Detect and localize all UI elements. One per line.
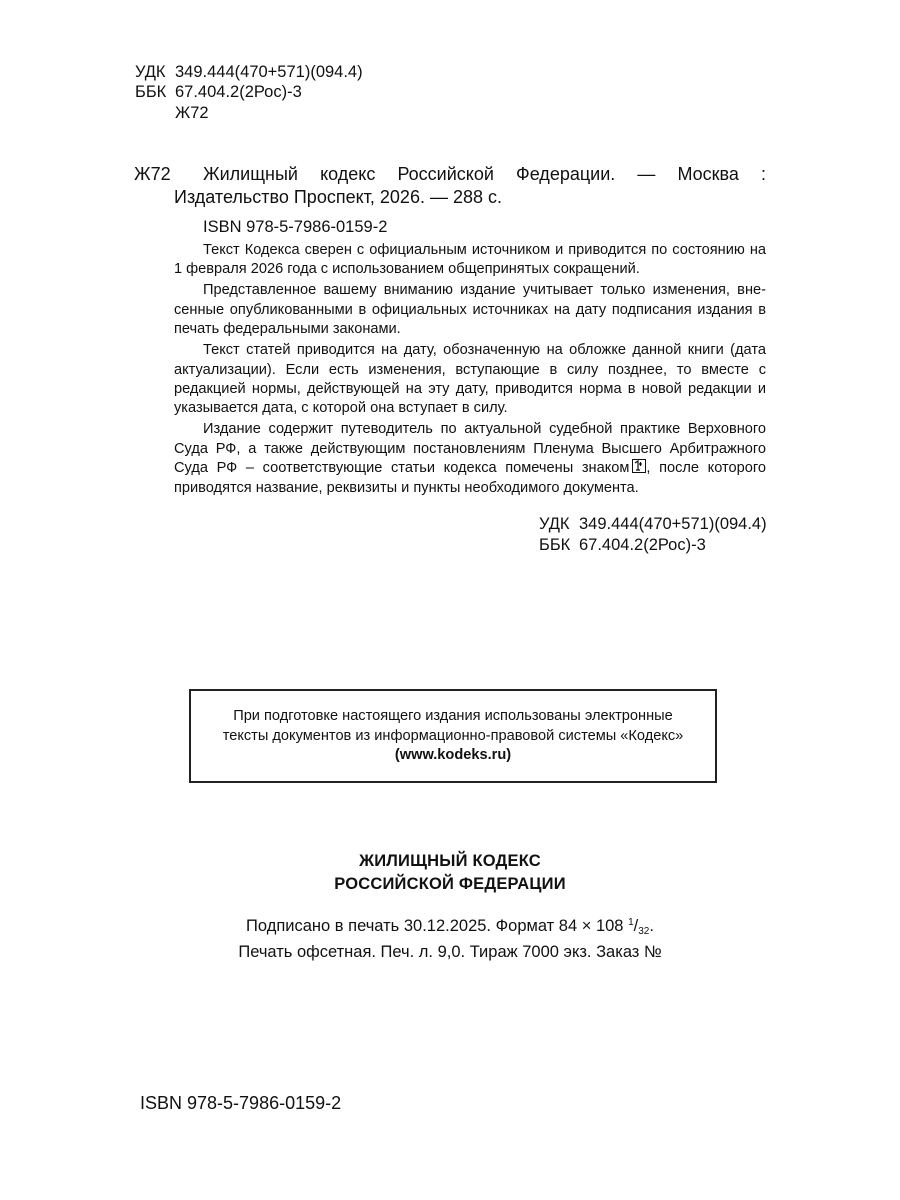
imprint-signed-line — [0, 912, 900, 942]
top-udk-value: 349.444(470+571)(094.4) — [175, 63, 363, 81]
top-udk-label: УДК — [135, 63, 166, 81]
imprint-title-line-1: ЖИЛИЩНЫЙ КОДЕКС — [359, 852, 541, 870]
top-author-mark: Ж72 — [175, 104, 209, 122]
bottom-isbn: ISBN 978-5-7986-0159-2 — [140, 1093, 342, 1113]
notice-url: (www.kodeks.ru) — [394, 747, 512, 763]
top-udk-line — [135, 62, 363, 82]
bib-isbn: ISBN 978-5-7986-0159-2 — [203, 218, 388, 236]
imprint-format-fraction: $^1/_{32}$ — [628, 917, 650, 937]
bib-title: Жилищный кодекс Российской Федерации. — Москва : Издательство Проспект, 2026. — 288 с. — [174, 164, 766, 207]
notice-line-2: тексты документов из информационно-правовой системы «Кодекс» — [222, 727, 684, 744]
court-practice-mark-icon — [632, 459, 646, 473]
right-udk-label: УДК — [539, 515, 570, 533]
imprint-title — [0, 850, 900, 896]
right-udk-value: 349.444(470+571)(094.4) — [579, 515, 767, 533]
top-bbk-value: 67.404.2(2Рос)-3 — [175, 83, 302, 101]
format-denominator: 32 — [638, 926, 650, 937]
notice-text — [191, 707, 715, 766]
top-bbk-label: ББК — [135, 83, 167, 101]
imprint-title-line-2: РОССИЙСКОЙ ФЕДЕРАЦИИ — [334, 875, 566, 893]
annotation-paragraph: Представленное вашему вниманию издание учитывает только изменения, внесенные опубликованными в официальных источниках на дату подписания издания в печать федеральными законами. — [174, 282, 766, 338]
right-bbk-line — [539, 535, 706, 555]
annotation-last-before: Издание содержит путеводитель по актуальной судебной практике Верховного Суда РФ, а также действующим постановлениям Пленума Высшего Арбитражного Суда РФ – соответствующие статьи кодекса помечены знаком — [174, 421, 766, 477]
imprint-format-end: . — [649, 917, 654, 935]
format-numerator: 1 — [628, 917, 634, 928]
notice-line-1: При подготовке настоящего издания использованы электронные — [233, 708, 673, 724]
imprint-info — [0, 912, 900, 963]
kodeks-notice-box — [189, 689, 717, 783]
bib-author-mark: Ж72 — [134, 164, 171, 184]
annotation-paragraph: Текст статей приводится на дату, обозначенную на обложке данной книги (дата актуализации). Если есть изменения, вступающие в силу позднее, то вместе с редакцией нормы, действующей на эту дату, приводится норма в новой редакции и указывается дата, с которой она вступает в силу. — [174, 342, 766, 417]
right-bbk-label: ББК — [539, 536, 571, 554]
annotation-paragraph-last — [174, 420, 766, 498]
right-udk-line — [539, 514, 767, 534]
right-bbk-value: 67.404.2(2Рос)-3 — [579, 536, 706, 554]
annotation-last-after: , после которого приводятся название, реквизиты и пункты необходимого документа. — [174, 460, 766, 496]
imprint-print-line: Печать офсетная. Печ. л. 9,0. Тираж 7000 экз. Заказ № — [238, 943, 662, 961]
annotation-paragraph: Текст Кодекса сверен с официальным источником и приводится по состоянию на 1 февраля 2026 года с использованием общепринятых сокращений. — [174, 242, 766, 278]
top-bbk-line — [135, 82, 302, 102]
imprint-signed-text: Подписано в печать 30.12.2025. Формат 84 × 108 — [246, 917, 624, 935]
annotation — [174, 241, 766, 500]
